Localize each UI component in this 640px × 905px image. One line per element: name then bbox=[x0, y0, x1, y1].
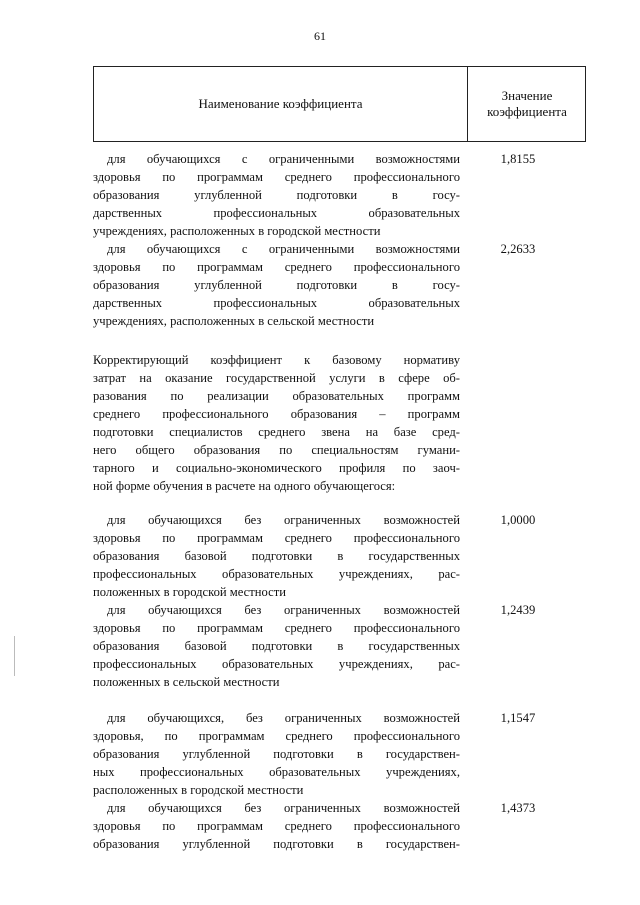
text-line: дарственных профессиональных образовательных bbox=[93, 206, 460, 220]
text-line: для обучающихся без ограниченных возможностей bbox=[107, 801, 460, 815]
coefficient-value: 2,2633 bbox=[500, 242, 536, 256]
text-line: для обучающихся с ограниченными возможностями bbox=[107, 152, 460, 166]
text-line: образования углубленной подготовки в госу- bbox=[93, 188, 460, 202]
text-line: профессиональных образовательных учреждениях, рас- bbox=[93, 567, 460, 581]
text-line: учреждениях, расположенных в городской местности bbox=[93, 224, 381, 238]
page-number: 61 bbox=[314, 29, 326, 43]
text-line: здоровья по программам среднего профессионального bbox=[93, 531, 460, 545]
text-line: здоровья по программам среднего профессионального bbox=[93, 260, 460, 274]
text-line: подготовки специалистов среднего звена на базе сред- bbox=[93, 425, 460, 439]
text-line: для обучающихся без ограниченных возможностей bbox=[107, 603, 460, 617]
text-line: здоровья, по программам среднего профессионального bbox=[93, 729, 460, 743]
text-line: профессиональных образовательных учреждениях, рас- bbox=[93, 657, 460, 671]
text-line: для обучающихся, без ограниченных возможностей bbox=[107, 711, 460, 725]
table-header bbox=[93, 66, 586, 142]
text-line: образования базовой подготовки в государственных bbox=[93, 639, 460, 653]
text-line: для обучающихся без ограниченных возможностей bbox=[107, 513, 460, 527]
text-line: разования по реализации образовательных программ bbox=[93, 389, 460, 403]
text-line: образования углубленной подготовки в государствен- bbox=[93, 747, 460, 761]
coefficient-value: 1,0000 bbox=[500, 513, 536, 527]
text-line: Корректирующий коэффициент к базовому нормативу bbox=[93, 353, 460, 367]
text-line: тарного и социально-экономического профиля по заоч- bbox=[93, 461, 460, 475]
text-line: дарственных профессиональных образовательных bbox=[93, 296, 460, 310]
text-line: ной форме обучения в расчете на одного обучающегося: bbox=[93, 479, 396, 493]
text-line: него общего образования по специальностям гумани- bbox=[93, 443, 460, 457]
header-value-cell: Значение коэффициента bbox=[487, 88, 567, 119]
text-line: образования углубленной подготовки в государствен- bbox=[93, 837, 460, 851]
coefficient-value: 1,4373 bbox=[500, 801, 536, 815]
coefficient-value: 1,2439 bbox=[500, 603, 536, 617]
header-name-cell: Наименование коэффициента bbox=[198, 96, 363, 111]
coefficient-value: 1,8155 bbox=[500, 152, 536, 166]
text-line: учреждениях, расположенных в сельской местности bbox=[93, 314, 375, 328]
scan-mark bbox=[14, 636, 15, 676]
text-line: образования углубленной подготовки в госу- bbox=[93, 278, 460, 292]
text-line: образования базовой подготовки в государственных bbox=[93, 549, 460, 563]
text-line: здоровья по программам среднего профессионального bbox=[93, 170, 460, 184]
text-line: положенных в сельской местности bbox=[93, 675, 280, 689]
text-line: ных профессиональных образовательных учреждениях, bbox=[93, 765, 460, 779]
text-line: положенных в городской местности bbox=[93, 585, 286, 599]
coefficient-value: 1,1547 bbox=[500, 711, 536, 725]
text-line: здоровья по программам среднего профессионального bbox=[93, 819, 460, 833]
text-line: среднего профессионального образования – программ bbox=[93, 407, 460, 421]
text-line: расположенных в городской местности bbox=[93, 783, 304, 797]
text-line: здоровья по программам среднего профессионального bbox=[93, 621, 460, 635]
text-line: затрат на оказание государственной услуги в сфере об- bbox=[93, 371, 460, 385]
text-line: для обучающихся с ограниченными возможностями bbox=[107, 242, 460, 256]
